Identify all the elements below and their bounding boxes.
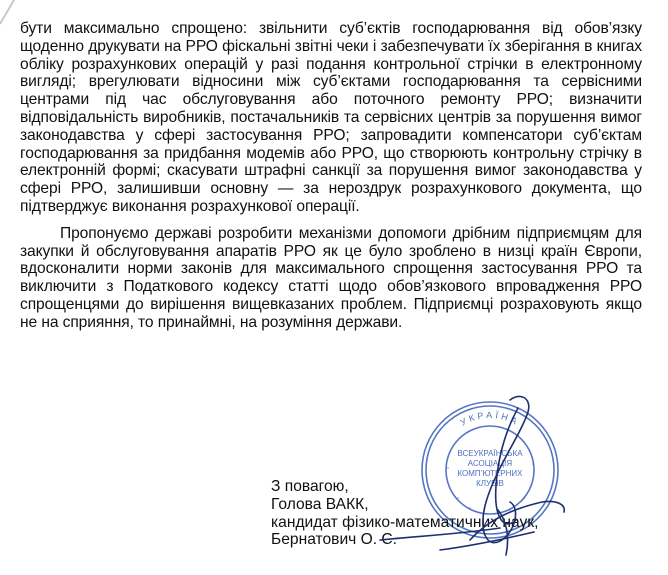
signature-name: Бернатович О. С.	[271, 531, 397, 549]
paragraph-2: Пропонуємо державі розробити механізми допомоги дрібним підприємцям для закупки й обслуговування апаратів РРО як це було зроблено в низці країн Європи, вдосконалити норми законів для максимального спрощення застосування РРО та виключити з Податкового кодексу статті щодо обов’язкового впровадження РРО спрощенцями до вирішення вищевказаних проблем. Підприємці розраховують якщо не на сприяння, то принаймні, на розуміння держави.	[20, 224, 642, 331]
signature-block	[271, 478, 538, 549]
paragraph-1: бути максимально спрощено: звільнити суб’єктів господарювання від обов’язку щоденно друкувати на РРО фіскальні звітні чеки і забезпечувати їх зберігання в книгах обліку розрахункових операцій у разі подання контрольної стрічки в електронному вигляді; врегулювати відносини між суб’єктами господарювання та сервісними центрами під час обслуговування або поточного ремонту РРО; визначити відповідальність виробників, постачальників та сервісних центрів за порушення вимог законодавства у сфері застосування РРО; запровадити компенсатори суб’єктам господарювання за придбання модемів або РРО, що створюють контрольну стрічку в електронній формі; скасувати штрафні санкції за порушення вимог законодавства у сфері РРО, залишивши основну — за нероздрук розрахункового документа, що підтверджує виконання розрахункової операції.	[20, 20, 642, 215]
svg-text:УКРАЇНА	[459, 410, 522, 428]
letter-body	[20, 20, 642, 332]
signature-degree: кандидат фізико-математичних наук,	[271, 513, 539, 531]
stamp-line-1: ВСЕУКРАЇНСЬКА	[457, 449, 523, 458]
stamp-line-2: АСОЦІАЦІЯ	[467, 459, 513, 468]
stamp-line-3: КОМП’ЮТЕРНИХ	[457, 469, 523, 478]
stamp-top-text: УКРАЇНА	[458, 409, 522, 428]
stamp-line-4: КЛУБІВ	[476, 479, 504, 488]
signature-closing: З повагою,	[271, 478, 349, 495]
signature-position: Голова ВАКК,	[271, 495, 369, 513]
